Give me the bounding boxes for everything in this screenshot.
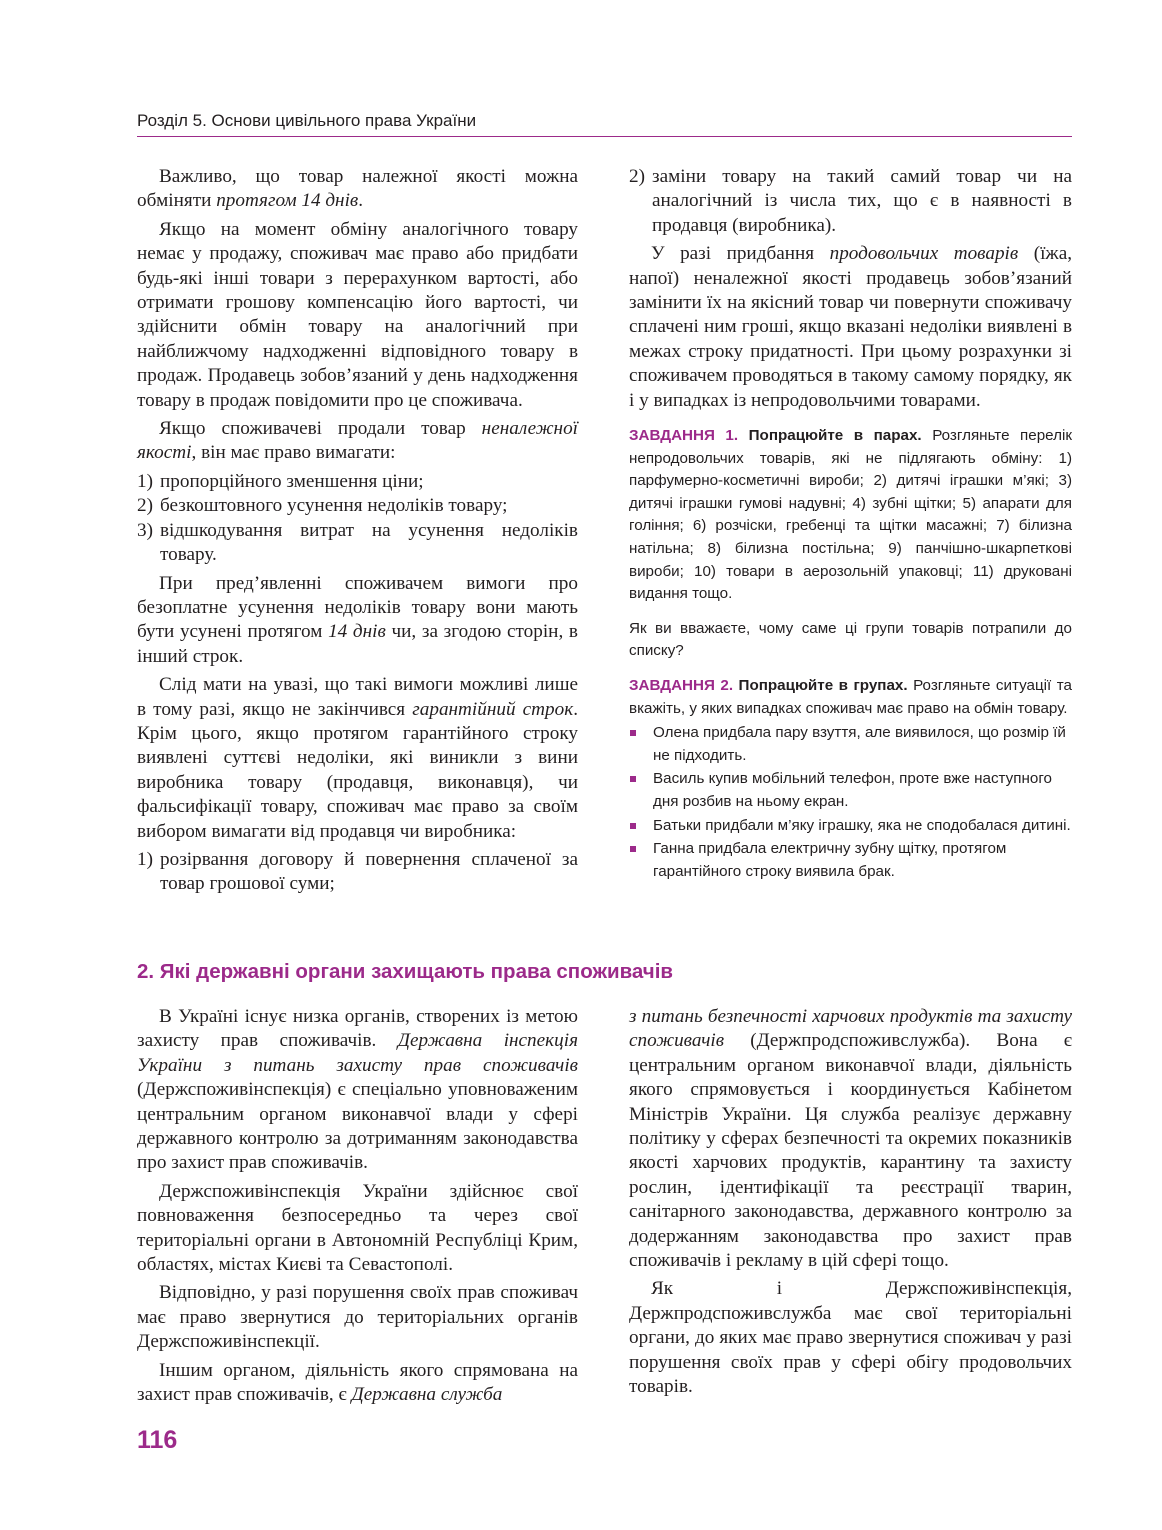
task-1-question: Як ви вважаєте, чому саме ці групи товарів потрапили до списку?	[629, 619, 1072, 660]
demands-list-continued	[629, 165, 1072, 238]
task-1: ЗАВДАННЯ 1. Попрацюйте в парах. Розгляньте перелік непродовольчих товарів, які не підлягають обміну: 1) парфумерно-косметичні вироби; 2) дитячі іграшки м’які; 3) дитячі іграшки гумові надувні; 4) зубні щітки; 5) апарати для гоління; 6) розчіски, гребенці та щітки масажні; 7) білизна натільна; 8) білизна постільна; 9) панчішно-шкарпеткові вироби; 10) товари в аерозольній упаковці; 11) друковані видання тощо.	[629, 427, 1072, 603]
demands-list	[137, 848, 578, 897]
situations-list	[629, 722, 1072, 883]
section-heading: 2. Які державні органи захищають права споживачів	[137, 960, 674, 983]
bullet-icon	[630, 846, 636, 852]
bullet-icon	[630, 730, 636, 736]
paragraph: з питань безпечності харчових продуктів та захисту споживачів (Держпродспоживслужба). Вона є центральним органом виконавчої влади, діяльність якого спрямовується і координується Кабінетом Міністрів України. Ця служба реалізує державну політику у сферах безпечності та окремих показників якості харчових продуктів, карантину та захисту рослин, ідентифікації та реєстрації тварин, санітарного законодавства, державного контролю за додержанням законодавства про захист прав споживачів і рекламу в цій сфері тощо.	[629, 1006, 1072, 1272]
paragraph: При пред’явленні споживачем вимоги про безоплатне усунення недоліків товару вони мають бути усунені протягом 14 днів чи, за згодою сторін, в інший строк.	[137, 572, 578, 667]
right-column-top	[629, 165, 1072, 884]
page-number: 116	[137, 1426, 178, 1454]
paragraph: В Україні існує низка органів, створених із метою захисту прав споживачів. Державна інспекція України з питань захисту прав споживачів (Держспоживінспекція) є спеціально уповноваженим центральним органом виконавчої влади у сфері державного контролю за дотриманням законодавства про захист прав споживачів.	[137, 1006, 578, 1174]
chapter-header: Розділ 5. Основи цивільного права України	[137, 111, 1072, 137]
right-column-bottom	[629, 1005, 1072, 1404]
bullet-icon	[630, 776, 636, 782]
list-item: 1) розірвання договору й повернення сплаченої за товар грошової суми;	[137, 848, 578, 895]
paragraph: Відповідно, у разі порушення своїх прав споживач має право звернутися до територіальних органів Держспоживінспекції.	[137, 1282, 578, 1353]
paragraph: Держспоживінспекція України здійснює свої повноваження безпосередньо та через свої територіальні органи в Автономній Республіці Крим, областях, містах Києві та Севастополі.	[137, 1180, 578, 1276]
paragraph: Якщо споживачеві продали товар неналежної якості, він має право вимагати:	[137, 418, 578, 464]
paragraph: Як і Держспоживінспекція, Держпродспоживслужба має свої територіальні органи, до яких має право звернутися споживач у разі порушення своїх прав у сфері обігу продовольчих товарів.	[629, 1278, 1072, 1398]
left-column-top	[137, 165, 578, 901]
paragraph: Іншим органом, діяльність якого спрямована на захист прав споживачів, є Державна служба	[137, 1359, 578, 1406]
list-item: Ганна придбала електричну зубну щітку, протягом гарантійного строку виявила брак.	[629, 838, 1072, 883]
list-item: Василь купив мобільний телефон, проте вже наступного дня розбив на ньому екран.	[629, 768, 1072, 813]
bullet-icon	[630, 823, 636, 829]
task-block	[629, 425, 1072, 883]
rights-list	[137, 470, 578, 568]
list-item: 3) відшкодування витрат на усунення недоліків товару.	[137, 519, 578, 566]
list-item: Олена придбала пару взуття, але виявилося, що розмір їй не підходить.	[629, 722, 1072, 767]
list-item: 2) безкоштовного усунення недоліків товару;	[137, 495, 508, 517]
list-item: 2) заміни товару на такий самий товар чи на аналогічний із числа тих, що є в наявності в продавця (виробника).	[629, 166, 1072, 236]
task-2: ЗАВДАННЯ 2. Попрацюйте в групах. Розгляньте ситуації та вкажіть, у яких випадках споживач має право на обмін товару.	[629, 677, 1072, 717]
paragraph: Якщо на момент обміну аналогічного товару немає у продажу, споживач має право або придбати будь-які інші товари з перерахунком вартості, або отримати грошову компенсацію його вартості, чи здійснити обмін товару на аналогічний при найближчому надходженні відповідного товару в продаж. Продавець зобов’язаний у день надходження товару в продаж повідомити про це споживача.	[137, 218, 578, 411]
paragraph: Важливо, що товар належної якості можна обміняти протягом 14 днів.	[137, 166, 578, 212]
list-item: Батьки придбали м’яку іграшку, яка не сподобалася дитині.	[629, 815, 1072, 838]
list-item: 1) пропорційного зменшення ціни;	[137, 470, 424, 492]
left-column-bottom	[137, 1005, 578, 1412]
paragraph: У разі придбання продовольчих товарів (їжа, напої) неналежної якості продавець зобов’язаний замінити їх на якісний товар чи повернути споживачу сплачені ним гроші, якщо вказані недоліки виявлені в межах строку придатності. При цьому розрахунки зі споживачем проводяться в такому самому порядку, як і у випадках із непродовольчими товарами.	[629, 243, 1073, 411]
paragraph: Слід мати на увазі, що такі вимоги можливі лише в тому разі, якщо не закінчився гарантійний строк. Крім цього, якщо протягом гарантійного строку виявлені суттєві недоліки, які виникли з вини виробника товару (продавця, виконавця), чи фальсифікації товару, споживач має право за своїм вибором вимагати від продавця чи виробника:	[137, 674, 578, 842]
